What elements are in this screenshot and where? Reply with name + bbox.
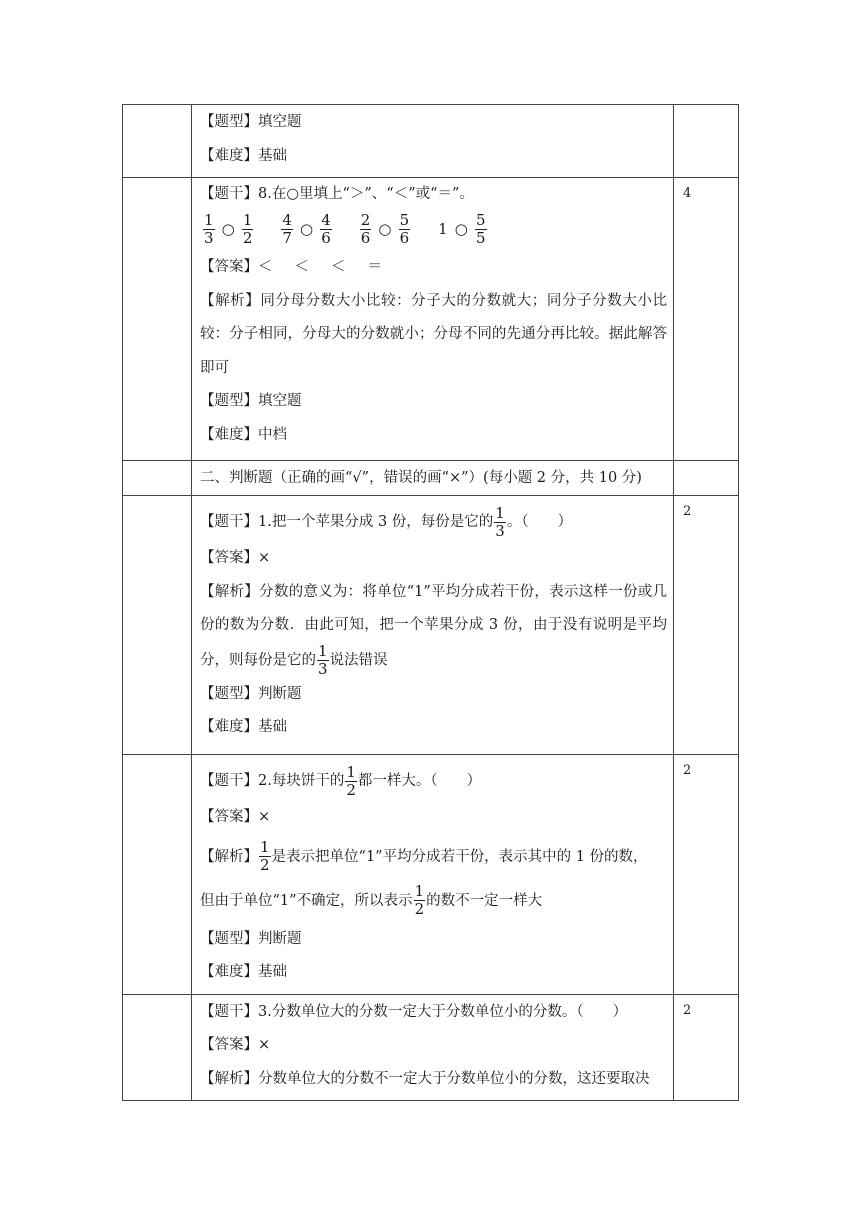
comparison-4 xyxy=(437,212,487,247)
score: 4 xyxy=(683,186,692,201)
score-cell xyxy=(674,994,739,1101)
analysis: 【解析】同分母分数大小比较：分子大的分数就大；同分子分数大小比较：分子相同，分母大的分数就小；分母不同的先通分再比较。据此解答即可 xyxy=(200,292,667,376)
score-cell xyxy=(674,755,739,995)
content-cell xyxy=(192,105,674,178)
question-type: 【题型】填空题 xyxy=(200,393,302,409)
table-row xyxy=(123,496,739,755)
question-type: 【题型】填空题 xyxy=(200,114,302,130)
score: 2 xyxy=(683,504,692,519)
section-title: 二、判断题（正确的画“√”，错误的画“×”）(每小题 2 分，共 10 分) xyxy=(200,470,642,486)
fraction: $\frac{1}{3}$ xyxy=(204,210,214,247)
content-cell xyxy=(192,994,674,1101)
fraction: $\frac{5}{5}$ xyxy=(475,210,486,247)
score-cell xyxy=(674,105,739,178)
content-cell xyxy=(192,755,674,995)
comparison-2 xyxy=(280,212,332,247)
fraction: $\frac{4}{7}$ xyxy=(282,210,292,247)
score-cell xyxy=(674,496,739,755)
analysis: 【解析】分数单位大的分数不一定大于分数单位小的分数，这还要取决 xyxy=(200,1070,650,1087)
blank-circle: ○ xyxy=(454,220,468,238)
whole-number: 1 xyxy=(438,220,448,238)
answer: 【答案】× xyxy=(200,1037,271,1053)
comparison-3 xyxy=(359,212,411,247)
blank-circle: ○ xyxy=(221,220,235,238)
index-cell xyxy=(123,994,192,1101)
difficulty: 【难度】中档 xyxy=(200,426,287,443)
fraction: $\frac{1}{2}$ xyxy=(414,882,425,918)
difficulty: 【难度】基础 xyxy=(200,964,287,980)
index-cell xyxy=(123,755,192,995)
analysis: 【解析】分数的意义为：将单位“1”平均分成若干份，表示这样一份或几份的数为分数．由此可知，把一个苹果分成 3 份，由于没有说明是平均分，则每份是它的 $\frac{1}{3}$ 说法错误 xyxy=(200,583,667,678)
question-stem: 【题干】8.在○里填上“＞”、“＜”或“＝”。 xyxy=(200,186,474,202)
table-row xyxy=(123,994,739,1101)
question-stem: 【题干】3.分数单位大的分数一定大于分数单位小的分数。（ ） xyxy=(200,1003,628,1020)
index-cell xyxy=(123,178,192,461)
blank-circle: ○ xyxy=(378,220,392,238)
fraction: $\frac{1}{3}$ xyxy=(495,503,505,540)
score: 2 xyxy=(683,1002,692,1018)
question-type: 【题型】判断题 xyxy=(200,685,302,702)
table-row xyxy=(123,178,739,461)
analysis-continued: 但由于单位“1”不确定，所以表示 $\frac{1}{2}$ 的数不一定一样大 xyxy=(200,882,543,918)
table-row xyxy=(123,755,739,995)
table-row xyxy=(123,105,739,178)
content-cell xyxy=(192,461,674,496)
content-cell xyxy=(192,496,674,755)
index-cell xyxy=(123,496,192,755)
fraction: $\frac{2}{6}$ xyxy=(360,210,371,247)
fraction: $\frac{5}{6}$ xyxy=(399,210,410,247)
content-cell xyxy=(192,178,674,461)
index-cell xyxy=(123,105,192,178)
difficulty: 【难度】基础 xyxy=(200,719,287,735)
table-row xyxy=(123,461,739,496)
blank-circle: ○ xyxy=(300,220,314,238)
index-cell xyxy=(123,461,192,496)
fraction: $\frac{4}{6}$ xyxy=(321,210,331,247)
question-type: 【题型】判断题 xyxy=(200,930,302,947)
fraction: $\frac{1}{3}$ xyxy=(318,641,328,678)
question-stem: 【题干】1.把一个苹果分成 3 份，每份是它的 $\frac{1}{3}$ 。（ ） xyxy=(200,503,573,540)
score: 2 xyxy=(683,763,692,778)
fraction-comparisons xyxy=(200,207,667,251)
fraction: $\frac{1}{2}$ xyxy=(346,762,356,799)
question-table xyxy=(122,104,739,1101)
fraction: $\frac{1}{2}$ xyxy=(260,838,270,874)
score-cell xyxy=(674,178,739,461)
difficulty: 【难度】基础 xyxy=(200,147,287,164)
question-stem: 【题干】2.每块饼干的 $\frac{1}{2}$ 都一样大。（ ） xyxy=(200,762,482,799)
answer: 【答案】× xyxy=(200,550,271,566)
answer: 【答案】＜ ＜ ＜ ＝ xyxy=(200,259,382,275)
analysis: 【解析】 $\frac{1}{2}$ 是表示把单位“1”平均分成若干份，表示其中的 1 份的数， xyxy=(200,838,648,874)
score-cell xyxy=(674,461,739,496)
answer: 【答案】× xyxy=(200,809,271,825)
fraction: $\frac{1}{2}$ xyxy=(242,210,253,247)
comparison-1 xyxy=(202,212,254,247)
